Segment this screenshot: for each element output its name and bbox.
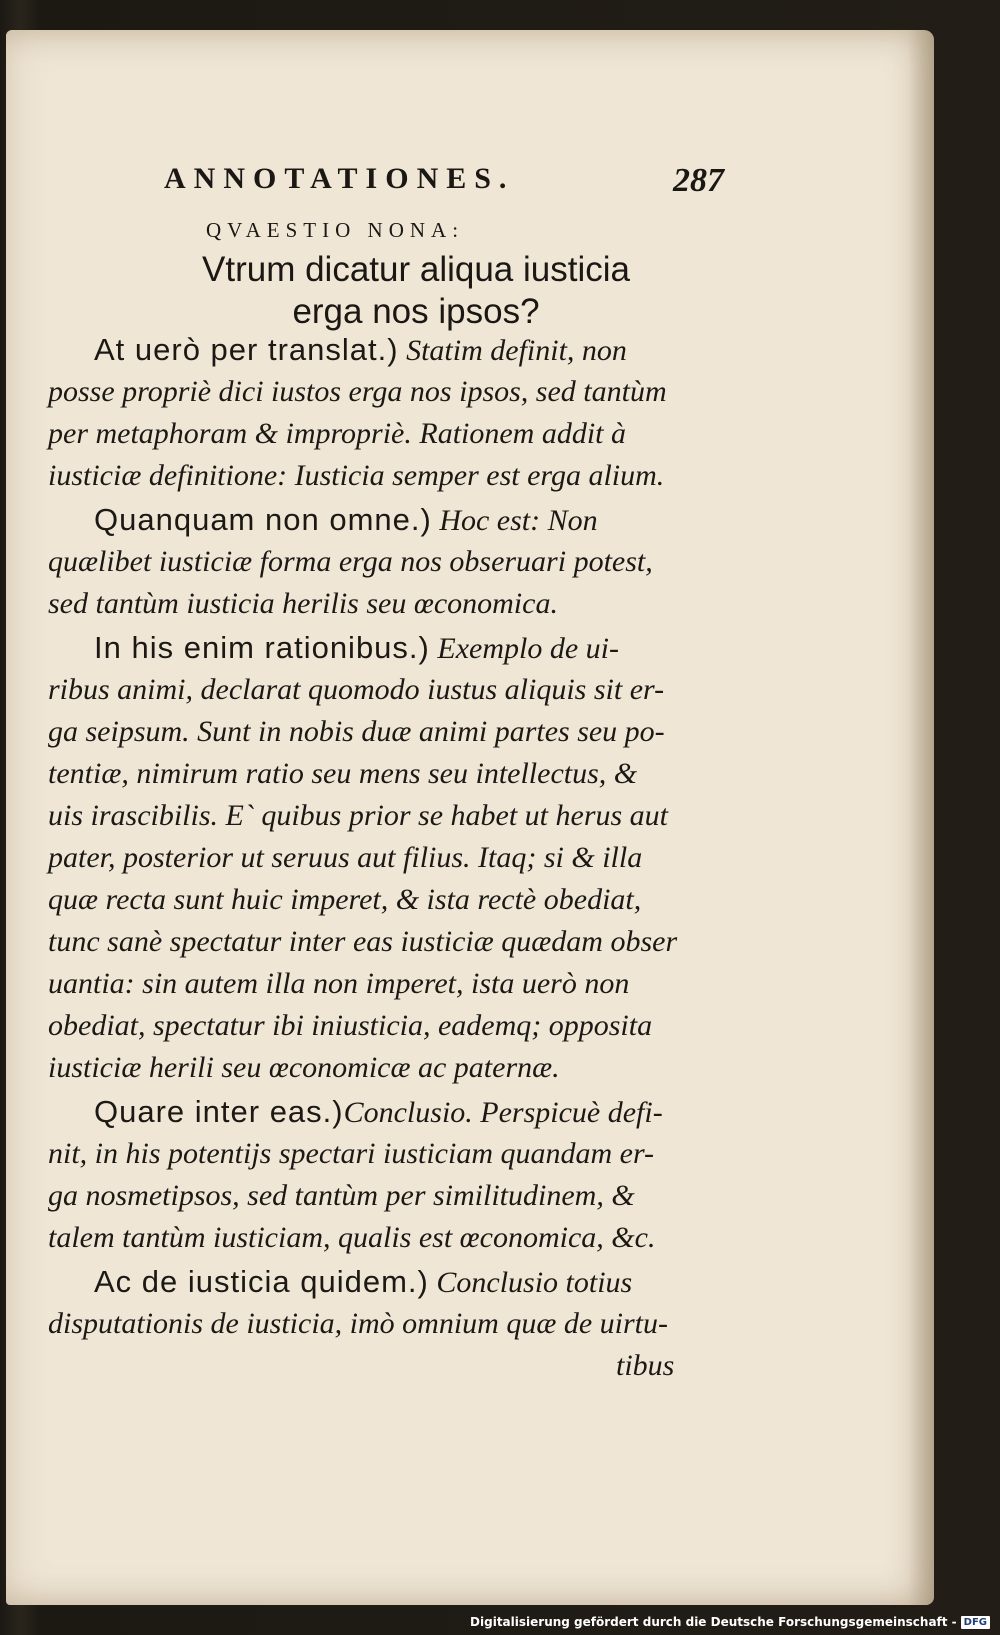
digitization-credit (470, 1611, 990, 1633)
commentary: ga seipsum. Sunt in nobis duæ animi partes seu po- (48, 715, 665, 748)
lemma: Ac de iusticia quidem.) (94, 1264, 429, 1299)
lemma: Quanquam non omne.) (94, 502, 432, 537)
commentary: per metaphoram & impropriè. Rationem addit à (48, 417, 627, 450)
catchword-text: tibus (616, 1349, 675, 1382)
commentary: uantia: sin autem illa non imperet, ista uerò non (48, 967, 630, 1000)
commentary: ga nosmetipsos, sed tantùm per similitudinem, & (48, 1179, 635, 1212)
text-line (48, 456, 698, 496)
commentary: iusticiæ definitione: Iusticia semper est erga alium. (48, 459, 665, 492)
question-title-line-2: erga nos ipsos? (292, 292, 540, 331)
commentary: quæ recta sunt huic imperet, & ista rectè obediat, (48, 883, 642, 916)
commentary: ribus animi, declarat quomodo iustus aliquis sit er- (48, 673, 665, 706)
text-line (48, 542, 698, 582)
text-line (94, 330, 694, 370)
commentary: disputationis de iusticia, imò omnium quæ de uirtu- (48, 1307, 668, 1340)
page-edge-shadow (908, 30, 934, 1605)
text-line (48, 838, 698, 878)
commentary: Conclusio. Perspicuè defi- (343, 1096, 663, 1129)
text-line (48, 1176, 698, 1216)
lemma: Quare inter eas.) (94, 1094, 344, 1129)
commentary: Statim definit, non (398, 334, 627, 367)
running-title: ANNOTATIONES. (164, 162, 515, 195)
text-line (48, 1218, 698, 1258)
text-line (94, 1262, 694, 1302)
text-line (48, 880, 698, 920)
text-line (94, 1092, 694, 1132)
credit-text: Digitalisierung gefördert durch die Deutsche Forschungsgemeinschaft - (470, 1615, 957, 1629)
lemma: In his enim rationibus.) (94, 630, 430, 665)
commentary: tentiæ, nimirum ratio seu mens seu intellectus, & (48, 757, 638, 790)
question-label: QVAESTIO NONA: (206, 218, 465, 242)
text-line (94, 628, 694, 668)
commentary: Exemplo de ui- (429, 632, 619, 665)
text-line (48, 712, 698, 752)
text-line (48, 670, 698, 710)
commentary: Hoc est: Non (431, 504, 598, 537)
text-line (48, 1006, 698, 1046)
text-line (48, 1134, 698, 1174)
commentary: nit, in his potentijs spectari iusticiam quandam er- (48, 1137, 655, 1170)
running-head (164, 162, 724, 212)
commentary: obediat, spectatur ibi iniusticia, eademq; opposita (48, 1009, 653, 1042)
text-line (48, 922, 698, 962)
commentary: quælibet iusticiæ forma erga nos obseruari potest, (48, 545, 653, 578)
text-line (94, 500, 694, 540)
dfg-logo-icon: DFG (961, 1616, 990, 1629)
text-line (48, 372, 698, 412)
lemma: At uerò per translat.) (94, 332, 399, 367)
text-line (48, 1048, 698, 1088)
commentary: pater, posterior ut seruus aut filius. Itaq; si & illa (48, 841, 643, 874)
text-line (48, 584, 698, 624)
commentary: talem tantùm iusticiam, qualis est œconomica, &c. (48, 1221, 656, 1254)
book-page (6, 30, 934, 1605)
commentary: uis irascibilis. E` quibus prior se habet ut herus aut (48, 799, 669, 832)
text-line (48, 414, 698, 454)
text-line (48, 1304, 698, 1344)
commentary: posse propriè dici iustos erga nos ipsos, sed tantùm (48, 375, 667, 408)
page-number: 287 (673, 162, 724, 199)
commentary: tunc sanè spectatur inter eas iusticiæ quædam obser (48, 925, 678, 958)
text-line (48, 754, 698, 794)
text-line (48, 796, 698, 836)
question-title-line-1: Vtrum dicatur aliqua iusticia (202, 250, 630, 289)
catchword (616, 1346, 706, 1386)
text-line (48, 964, 698, 1004)
commentary: Conclusio totius (428, 1266, 633, 1299)
commentary: sed tantùm iusticia herilis seu œconomica. (48, 587, 558, 620)
commentary: iusticiæ herili seu œconomicæ ac paternæ. (48, 1051, 560, 1084)
